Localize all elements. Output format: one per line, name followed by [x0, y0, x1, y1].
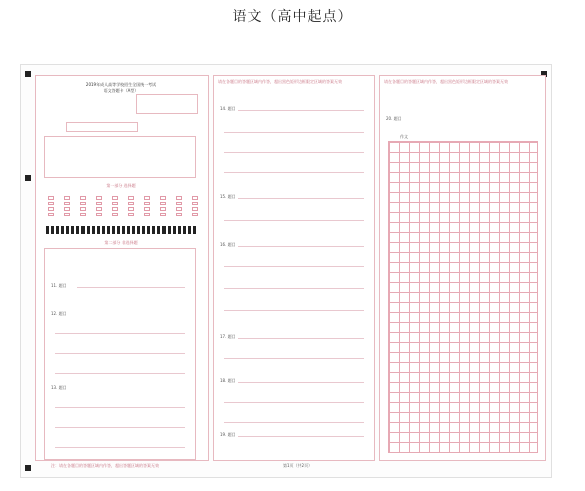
answer-column-1	[35, 75, 209, 461]
page-number: 第1页（共2页）	[283, 463, 313, 468]
notice-box	[44, 136, 196, 178]
barcode-area	[136, 94, 198, 114]
omr-bubbles[interactable]	[48, 196, 198, 216]
answer-box[interactable]	[44, 248, 196, 460]
timing-marks	[46, 226, 196, 234]
registration-mark	[25, 175, 31, 181]
question-label: 13. 题目	[51, 385, 67, 390]
column-header-note: 请在各题目的答题区域内作答，超出黑色矩形边框限定区域的答案无效	[384, 79, 508, 84]
answer-sheet	[20, 64, 552, 478]
section-2-title: 第二部分 非选择题	[104, 240, 138, 245]
question-label: 16. 题目	[220, 242, 236, 247]
question-label: 11. 题目	[51, 283, 67, 288]
sheet-header-title: 2019年成人高等学校招生全国统一考试	[85, 82, 157, 87]
question-label: 18. 题目	[220, 378, 236, 383]
question-label: 19. 题目	[220, 432, 236, 437]
answer-column-2[interactable]	[213, 75, 375, 461]
question-label: 14. 题目	[220, 106, 236, 111]
question-label: 12. 题目	[51, 311, 67, 316]
footer-note: 注：请在各题目的答题区域内作答，超出答题区域的答案无效	[51, 463, 159, 468]
question-label: 15. 题目	[220, 194, 236, 199]
column-header-note: 请在各题目的答题区域内作答，超出黑色矩形边框限定区域的答案无效	[218, 79, 342, 84]
section-1-title: 第一部分 选择题	[106, 183, 136, 188]
composition-title: 作文	[400, 134, 408, 139]
question-label: 17. 题目	[220, 334, 236, 339]
page-title: 语文（高中起点）	[232, 9, 353, 25]
answer-column-3[interactable]	[379, 75, 546, 461]
question-label: 20. 题目	[386, 116, 402, 121]
composition-grid[interactable]	[388, 141, 538, 453]
registration-mark	[25, 71, 31, 77]
candidate-number-boxes	[66, 122, 138, 132]
sheet-header-subtitle: 语文答题卡（A型）	[103, 88, 139, 93]
registration-mark	[25, 465, 31, 471]
